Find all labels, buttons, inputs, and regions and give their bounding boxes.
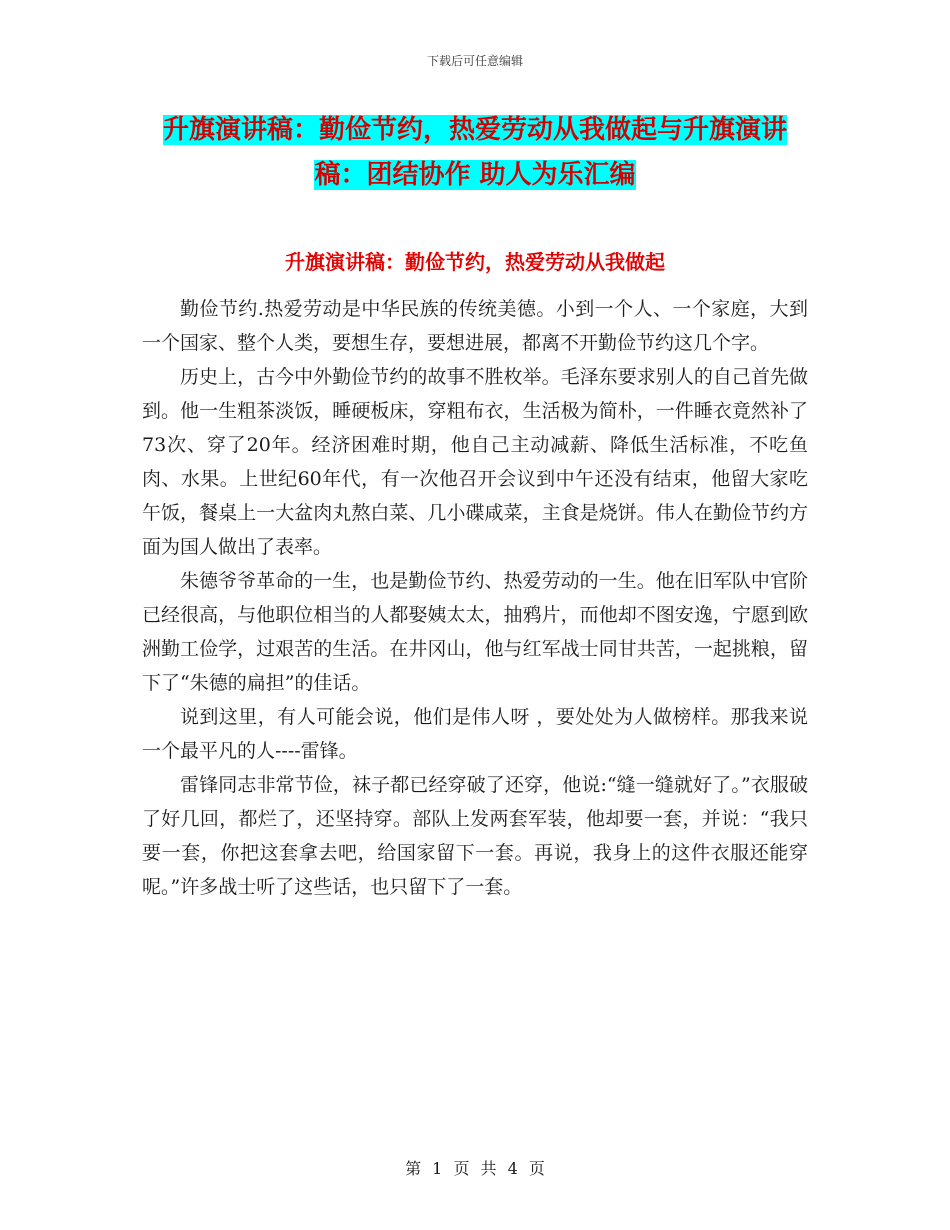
paragraph: 说到这里，有人可能会说，他们是伟人呀 ，要处处为人做榜样。那我来说一个最平凡的人----雷锋。 (142, 706, 808, 762)
paragraph: 历史上，古今中外勤俭节约的故事不胜枚举。毛泽东要求别人的自己首先做到。他一生粗茶淡饭，睡硬板床，穿粗布衣，生活极为简朴，一件睡衣竟然补了73次、穿了20年。经济困难时期，他自己主动减薪、降低生活标准，不吃鱼肉、水果。上世纪60年代，有一次他召开会议到中午还没有结束，他留大家吃午饭，餐桌上一大盆肉丸熬白菜、几小碟咸菜，主食是烧饼。伟人在勤俭节约方面为国人做出了表率。 (142, 366, 808, 558)
paragraph: 勤俭节约.热爱劳动是中华民族的传统美德。小到一个人、一个家庭，大到一个国家、整个人类，要想生存，要想进展，都离不开勤俭节约这几个字。 (142, 298, 808, 354)
document-title-text: 升旗演讲稿：勤俭节约，热爱劳动从我做起与升旗演讲稿：团结协作 助人为乐汇编 (162, 115, 787, 190)
paragraph: 朱德爷爷革命的一生，也是勤俭节约、热爱劳动的一生。他在旧军队中官阶已经很高，与他职位相当的人都娶姨太太，抽鸦片，而他却不图安逸，宁愿到欧洲勤工俭学，过艰苦的生活。在井冈山，他与红军战士同甘共苦，一起挑粮，留下了“朱德的扁担”的佳话。 (142, 570, 808, 694)
section-title: 升旗演讲稿：勤俭节约，热爱劳动从我做起 (285, 250, 665, 274)
paragraph: 雷锋同志非常节俭，袜子都已经穿破了还穿，他说:“缝一缝就好了。”衣服破了好几回，都烂了，还坚持穿。部队上发两套军装，他却要一套，并说：“我只要一套，你把这套拿去吧，给国家留下一套。再说，我身上的这件衣服还能穿呢。”许多战士听了这些话，也只留下了一套。 (142, 774, 808, 898)
page-number: 第 1 页 共 4 页 (405, 1159, 545, 1178)
body-text (142, 292, 808, 904)
document-title (142, 108, 808, 198)
page-header-note: 下载后可任意编辑 (426, 54, 523, 68)
